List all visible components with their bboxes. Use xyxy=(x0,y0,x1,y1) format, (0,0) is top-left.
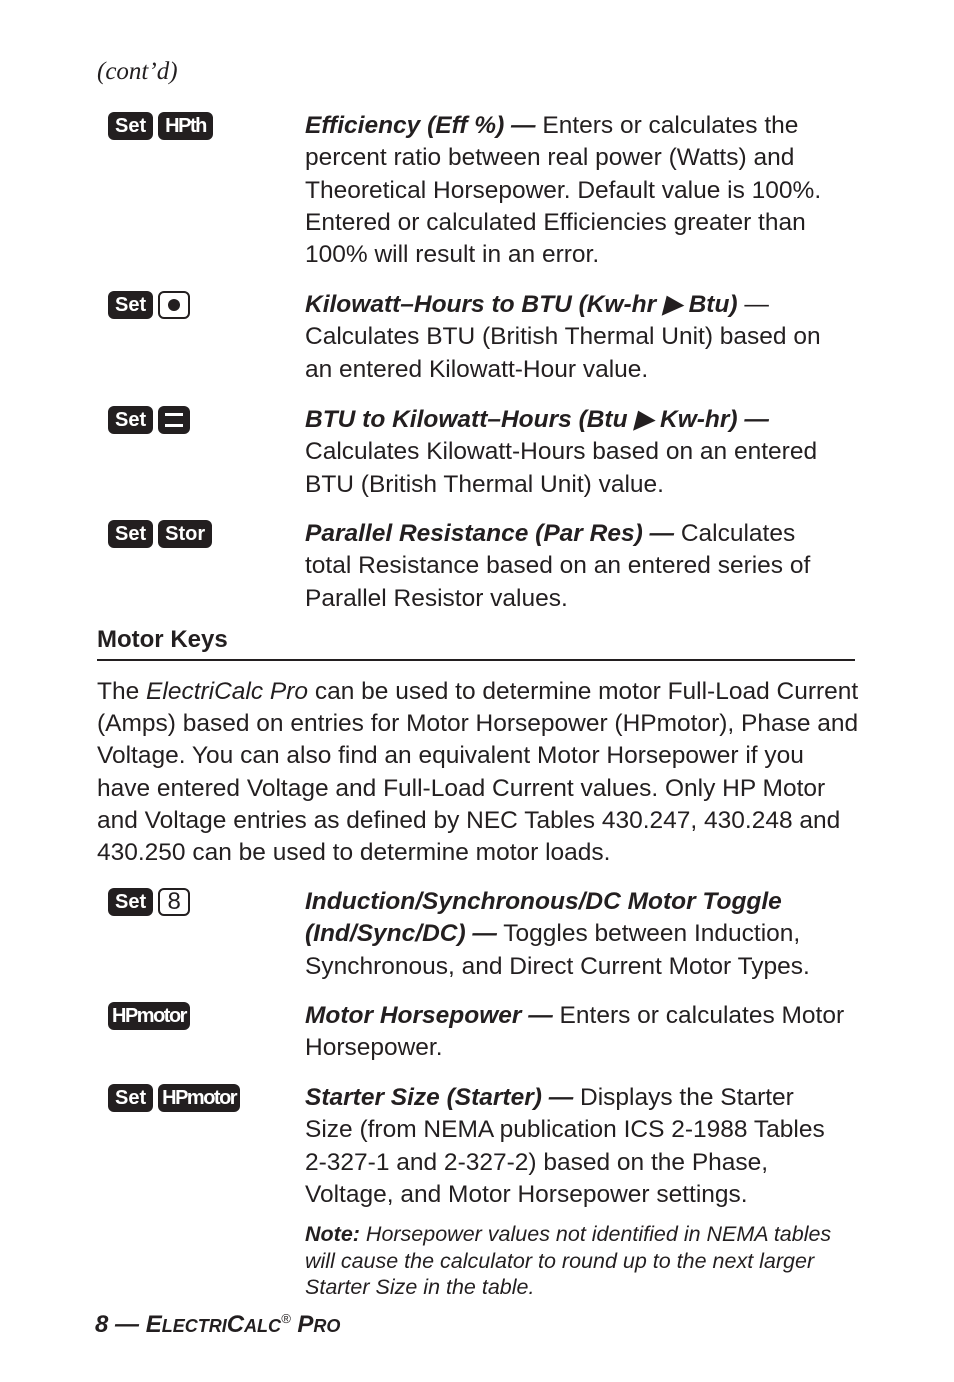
entry-title: BTU to Kilowatt–Hours (Btu ▶ Kw-hr) — xyxy=(305,406,769,433)
key-combo xyxy=(108,520,212,548)
entry-text: — Calculates BTU (British Thermal Unit) based on an entered Kilowatt-Hour value. xyxy=(305,291,821,383)
entry-description xyxy=(305,1000,845,1065)
footer-text: RO xyxy=(313,1316,341,1336)
entry-description xyxy=(305,404,845,501)
section-heading: Motor Keys xyxy=(97,626,228,653)
para-text: The xyxy=(97,678,147,705)
entry-title: Kilowatt–Hours to BTU (Kw-hr ▶ Btu) xyxy=(305,291,738,318)
entry-description xyxy=(305,289,845,386)
entry-description xyxy=(305,1082,845,1211)
para-text: can be used to determine motor Full-Load Current (Amps) based on entries for Motor Horsepower (HPmotor), Phase and Voltage. You can also find an equivalent Motor Horsepower if you have entered Voltage and Full-Load Current values. Only HP Motor and Voltage entries as defined by NEC Tables 430.247, 430.248 and 430.250 can be used to determine motor loads. xyxy=(97,678,859,867)
hpmotor-key-icon: HPmotor xyxy=(158,1084,240,1112)
dot-key-icon xyxy=(158,291,190,319)
key-combo xyxy=(108,406,190,434)
equals-key-icon xyxy=(158,406,190,434)
entry-text: Calculates total Resistance based on an entered series of Parallel Resistor values. xyxy=(305,520,811,612)
continued-label: (cont’d) xyxy=(97,58,178,85)
note-text: Horsepower values not identified in NEMA tables will cause the calculator to round up to the next larger Starter Size in the table. xyxy=(305,1222,832,1299)
entry-title: Parallel Resistance (Par Res) — xyxy=(305,520,675,547)
section-paragraph xyxy=(97,676,862,869)
key-combo xyxy=(108,291,190,319)
registered-mark: ® xyxy=(281,1311,291,1326)
key-combo xyxy=(108,1002,190,1030)
key-combo xyxy=(108,1084,240,1112)
note xyxy=(305,1221,845,1301)
note-label: Note: xyxy=(305,1222,360,1246)
set-key-icon: Set xyxy=(108,888,153,916)
footer-text: P xyxy=(290,1311,314,1338)
hpmotor-key-icon: HPmotor xyxy=(108,1002,190,1030)
set-key-icon: Set xyxy=(108,406,153,434)
section-divider xyxy=(97,659,855,661)
entry-title: Starter Size (Starter) — xyxy=(305,1084,574,1111)
entry-description xyxy=(305,518,845,615)
eight-key-icon: 8 xyxy=(158,888,190,916)
footer-dash: — xyxy=(108,1311,146,1338)
entry-text: Enters or calculates the percent ratio between real power (Watts) and Theoretical Horsepower. Default value is 100%. Entered or calculated Efficiencies greater than 100% will result in an error. xyxy=(305,112,822,269)
product-name: ElectriCalc Pro xyxy=(146,678,309,705)
set-key-icon: Set xyxy=(108,1084,153,1112)
entry-text: Calculates Kilowatt-Hours based on an entered BTU (British Thermal Unit) value. xyxy=(305,438,818,498)
key-combo xyxy=(108,112,213,140)
footer-text: ALC xyxy=(244,1316,282,1336)
hpth-key-icon: HPth xyxy=(158,112,213,140)
footer-text: E xyxy=(145,1311,162,1338)
stor-key-icon: Stor xyxy=(158,520,212,548)
set-key-icon: Set xyxy=(108,520,153,548)
entry-title: Induction/Synchronous/DC Motor Toggle (Ind/Sync/DC) — xyxy=(305,888,782,948)
entry-title: Efficiency (Eff %) — xyxy=(305,112,536,139)
entry-description xyxy=(305,886,845,983)
entry-text: Toggles between Induction, Synchronous, and Direct Current Motor Types. xyxy=(305,920,810,980)
page-number: 8 xyxy=(95,1311,109,1338)
footer-text: C xyxy=(226,1311,245,1338)
page-footer xyxy=(95,1311,340,1339)
entry-description xyxy=(305,110,845,271)
entry-text: Displays the Starter Size (from NEMA publication ICS 2-1988 Tables 2-327-1 and 2-327-2) based on the Phase, Voltage, and Motor Horsepower settings. xyxy=(305,1084,825,1208)
entry-text: Enters or calculates Motor Horsepower. xyxy=(305,1002,845,1062)
footer-text: LECTRI xyxy=(161,1316,227,1336)
set-key-icon: Set xyxy=(108,112,153,140)
key-combo xyxy=(108,888,190,916)
set-key-icon: Set xyxy=(108,291,153,319)
entry-title: Motor Horsepower — xyxy=(305,1002,553,1029)
